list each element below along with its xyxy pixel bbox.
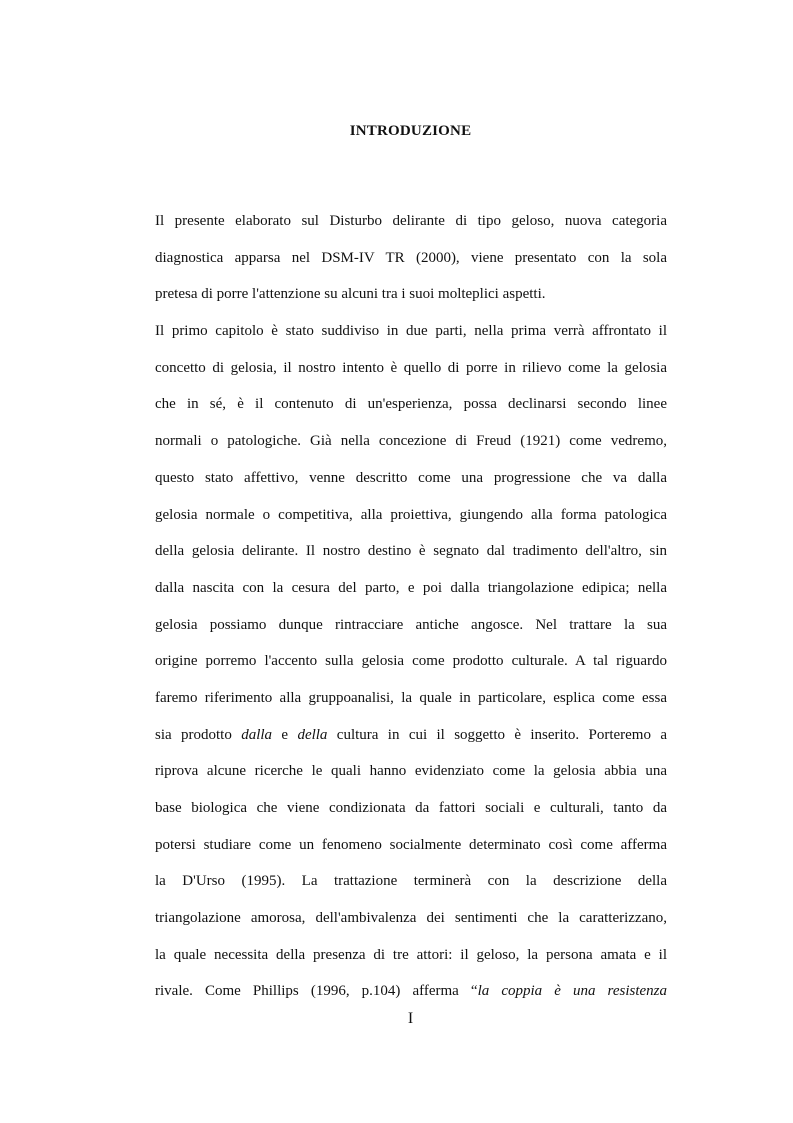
text-line: la D'Urso (1995). La trattazione terminerà con la descrizione della [155, 873, 667, 890]
text-run: cultura in cui il soggetto è inserito. Porteremo a [327, 726, 667, 743]
text-line: della gelosia delirante. Il nostro destino è segnato dal tradimento dell'altro, sin [155, 543, 667, 560]
italic-run: della [297, 726, 328, 743]
italic-run: dalla [241, 726, 273, 743]
text-run: sia prodotto [155, 726, 242, 743]
page-title: INTRODUZIONE [349, 123, 472, 139]
text-line: Il presente elaborato sul Disturbo delirante di tipo geloso, nuova categoria [155, 213, 667, 229]
text-line: dalla nascita con la cesura del parto, e poi dalla triangolazione edipica; nella [155, 579, 667, 596]
text-line-mixed [155, 973, 667, 1010]
text-line: che in sé, è il contenuto di un'esperienza, possa declinarsi secondo linee [155, 396, 667, 413]
text-line: origine porremo l'accento sulla gelosia come prodotto culturale. A tal riguardo [155, 653, 667, 670]
text-line: diagnostica apparsa nel DSM-IV TR (2000), viene presentato con la sola [155, 249, 667, 266]
text-line: concetto di gelosia, il nostro intento è quello di porre in rilievo come la gelosia [155, 359, 667, 376]
text-line: gelosia possiamo dunque rintracciare antiche angosce. Nel trattare la sua [155, 616, 667, 633]
italic-run: la coppia è una resistenza [477, 983, 668, 1000]
text-line: questo stato affettivo, venne descritto come una progressione che va dalla [155, 469, 667, 486]
text-line: faremo riferimento alla gruppoanalisi, la quale in particolare, esplica come essa [155, 689, 667, 706]
text-line: pretesa di porre l'attenzione su alcuni tra i suoi molteplici aspetti. [155, 286, 546, 303]
text-line: triangolazione amorosa, dell'ambivalenza dei sentimenti che la caratterizzano, [155, 910, 667, 927]
body-text [155, 203, 667, 1010]
text-line: normali o patologiche. Già nella concezione di Freud (1921) come vedremo, [155, 433, 667, 450]
text-line-mixed [155, 717, 667, 754]
text-run: rivale. Come Phillips (1996, p.104) afferma “ [155, 983, 478, 1000]
page-number: I [407, 1010, 414, 1027]
text-line: riprova alcune ricerche le quali hanno evidenziato come la gelosia abbia una [155, 763, 667, 780]
text-line: la quale necessita della presenza di tre attori: il geloso, la persona amata e il [155, 946, 667, 963]
text-line: potersi studiare come un fenomeno socialmente determinato così come afferma [155, 836, 667, 853]
text-line: base biologica che viene condizionata da fattori sociali e culturali, tanto da [155, 800, 667, 816]
text-line: gelosia normale o competitiva, alla proiettiva, giungendo alla forma patologica [155, 506, 667, 523]
text-run: e [272, 726, 298, 743]
text-line: Il primo capitolo è stato suddiviso in due parti, nella prima verrà affrontato il [155, 323, 667, 340]
